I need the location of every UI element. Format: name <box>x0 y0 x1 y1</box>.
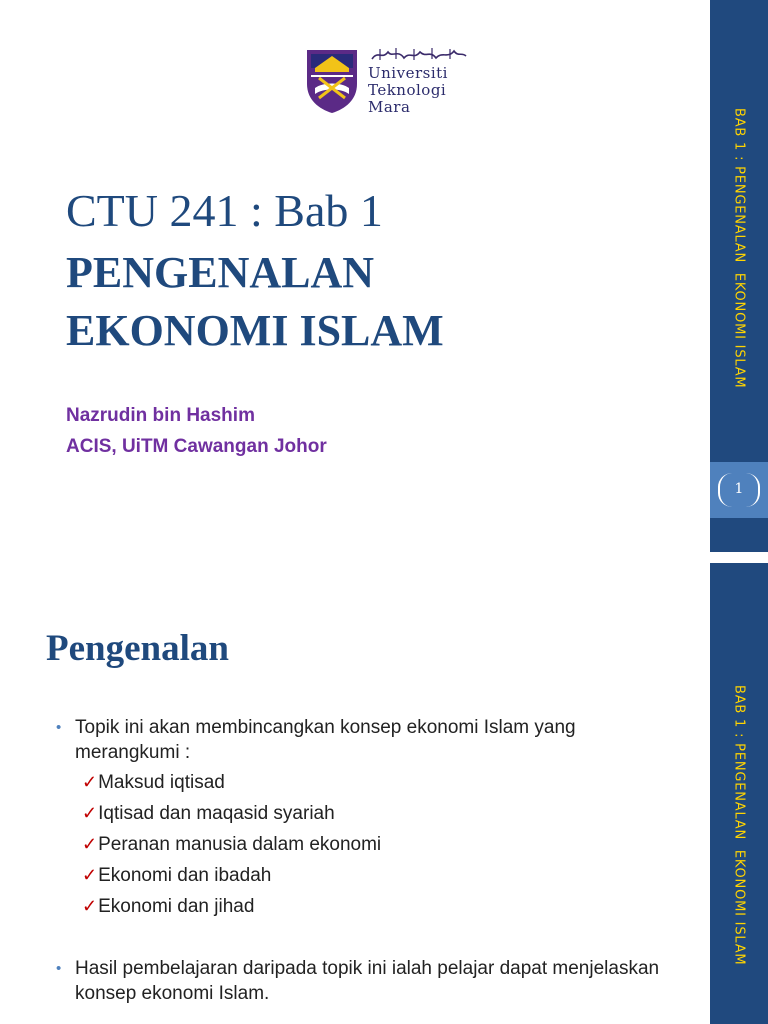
author-info: Nazrudin bin Hashim ACIS, UiTM Cawangan Johor <box>66 405 327 457</box>
checkmark-icon: ✓ <box>82 896 98 916</box>
logo-university-name: Universiti Teknologi Mara <box>368 64 448 116</box>
logo-jawi-script <box>370 46 468 63</box>
checklist-item: ✓Maksud iqtisad <box>82 772 225 793</box>
checkmark-icon: ✓ <box>82 803 98 823</box>
checklist-item: ✓Ekonomi dan ibadah <box>82 865 272 886</box>
checklist-item: ✓Iqtisad dan maqasid syariah <box>82 803 335 824</box>
side-banner <box>710 563 768 1024</box>
uitm-emblem-icon <box>305 48 359 114</box>
side-banner-text: BAB 1 : PENGENALAN EKONOMI ISLAM <box>731 685 747 966</box>
bullet-item <box>56 956 666 1006</box>
bullet-text: Hasil pembelajaran daripada topik ini ialah pelajar dapat menjelaskan konsep ekonomi Islam. <box>75 958 660 1004</box>
side-banner-text: BAB 1 : PENGENALAN EKONOMI ISLAM <box>731 108 747 389</box>
topic-checklist <box>82 770 381 925</box>
page-number-box <box>710 462 768 518</box>
slide-heading: Pengenalan <box>46 628 229 669</box>
page-number: 1 <box>718 473 760 507</box>
bullet-item <box>56 715 666 765</box>
checkmark-icon: ✓ <box>82 772 98 792</box>
checkmark-icon: ✓ <box>82 834 98 854</box>
bullet-text: Topik ini akan membincangkan konsep ekonomi Islam yang merangkumi : <box>75 717 576 763</box>
slide-title: PENGENALAN EKONOMI ISLAM <box>66 248 444 355</box>
bullet-marker: • <box>56 960 62 977</box>
uitm-logo <box>305 46 470 118</box>
checklist-item: ✓Peranan manusia dalam ekonomi <box>82 834 382 855</box>
checkmark-icon: ✓ <box>82 865 98 885</box>
side-banner <box>710 0 768 552</box>
bullet-marker: • <box>56 719 62 736</box>
content-slide <box>0 563 768 1024</box>
checklist-item: ✓Ekonomi dan jihad <box>82 896 255 917</box>
course-code: CTU 241 : Bab 1 <box>66 185 383 236</box>
slide-separator <box>0 552 768 563</box>
